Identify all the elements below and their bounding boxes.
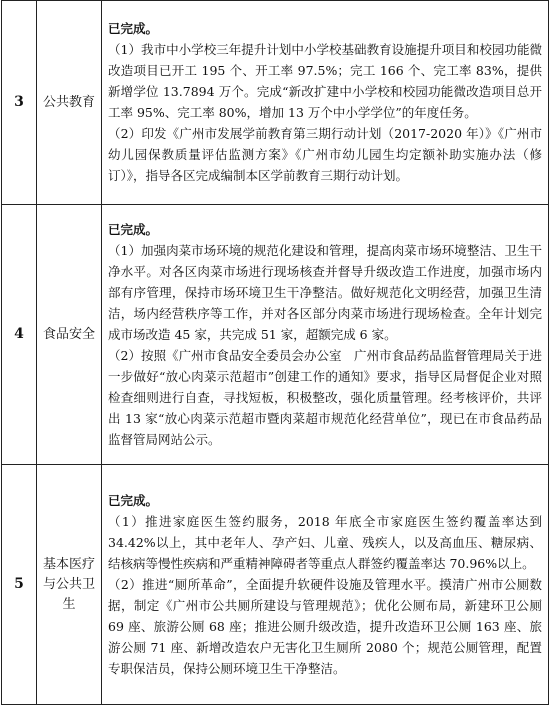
row-status: 已完成。 bbox=[108, 221, 159, 237]
task-table bbox=[1, 0, 549, 705]
row-status: 已完成。 bbox=[108, 492, 159, 508]
row-paragraph: （2）印发《广州市发展学前教育第三期行动计划（2017-2020 年）》《广州市幼儿园保教质量评估监测方案》《广州市幼儿园生均定额补助实施办法（修订）》，指导各区完成编制本区学前教育三期行动计划。 bbox=[108, 126, 542, 183]
row-number: 5 bbox=[2, 465, 37, 705]
row-paragraph: （1）我市中小学校三年提升计划中小学校基础教育设施提升项目和校园功能微改造项目已开工 195 个、开工率 97.5%；完工 166 个、完工率 83%，提供新增学位 13.7894 万个。完成“新改扩建中小学校和校园功能微改造项目总开工率 95%、完工率 80%，增加 13 万个中小学学位”的年度任务。 bbox=[108, 42, 542, 120]
row-content bbox=[102, 1, 549, 205]
row-status: 已完成。 bbox=[108, 21, 159, 36]
table-row bbox=[2, 465, 549, 705]
table-row bbox=[2, 205, 549, 465]
document-page bbox=[1, 0, 549, 705]
row-content bbox=[102, 465, 549, 705]
row-paragraph: （2）按照《广州市食品安全委员会办公室 广州市食品药品监督管理局关于进一步做好“放心肉菜示范超市”创建工作的通知》要求，指导区局督促企业对照检查细则进行自查，寻找短板，积极整改，强化质量管理。经考核评价，共评出 13 家“放心肉菜示范超市暨肉菜超市规范化经营单位”，现已在市食品药品监督管局网站公示。 bbox=[108, 347, 542, 447]
table-row bbox=[2, 1, 549, 205]
row-content bbox=[102, 205, 549, 465]
row-number: 3 bbox=[2, 1, 37, 205]
row-paragraph: （1）加强肉菜市场环境的规范化建设和管理，提高肉菜市场环境整洁、卫生干净水平。对各区肉菜市场进行现场核查并督导升级改造工作进度，加强市场内部有序管理，保持市场环境卫生干净整洁。做好规范化文明经营，加强卫生清洁，场内经营秩序等工作，并对各区部分肉菜市场进行现场检查。全年计划完成市场改造 45 家，共完成 51 家，超额完成 6 家。 bbox=[108, 242, 542, 342]
row-paragraph: （1）推进家庭医生签约服务，2018 年底全市家庭医生签约覆盖率达到 34.42%以上，其中老年人、孕产妇、儿童、残疾人，以及高血压、糖尿病、结核病等慢性疾病和严重精神障碍者等重点人群签约覆盖率达 70.96%以上。 bbox=[108, 513, 542, 571]
row-category: 食品安全 bbox=[37, 205, 102, 465]
row-paragraph: （2）推进“厕所革命”，全面提升软硬件设施及管理水平。摸清广州市公厕数据，制定《广州市公共厕所建设与管理规范》；优化公厕布局，新建环卫公厕 69 座、旅游公厕 68 座；推进公厕升级改造，提升改造环卫公厕 163 座、旅游公厕 71 座、新增改造农户无害化卫生厕所 2080 个；规范公厕管理，配置专职保洁员，保持公厕环境卫生干净整洁。 bbox=[108, 576, 542, 676]
row-number: 4 bbox=[2, 205, 37, 465]
row-category: 公共教育 bbox=[37, 1, 102, 205]
row-category: 基本医疗与公共卫生 bbox=[37, 465, 102, 705]
